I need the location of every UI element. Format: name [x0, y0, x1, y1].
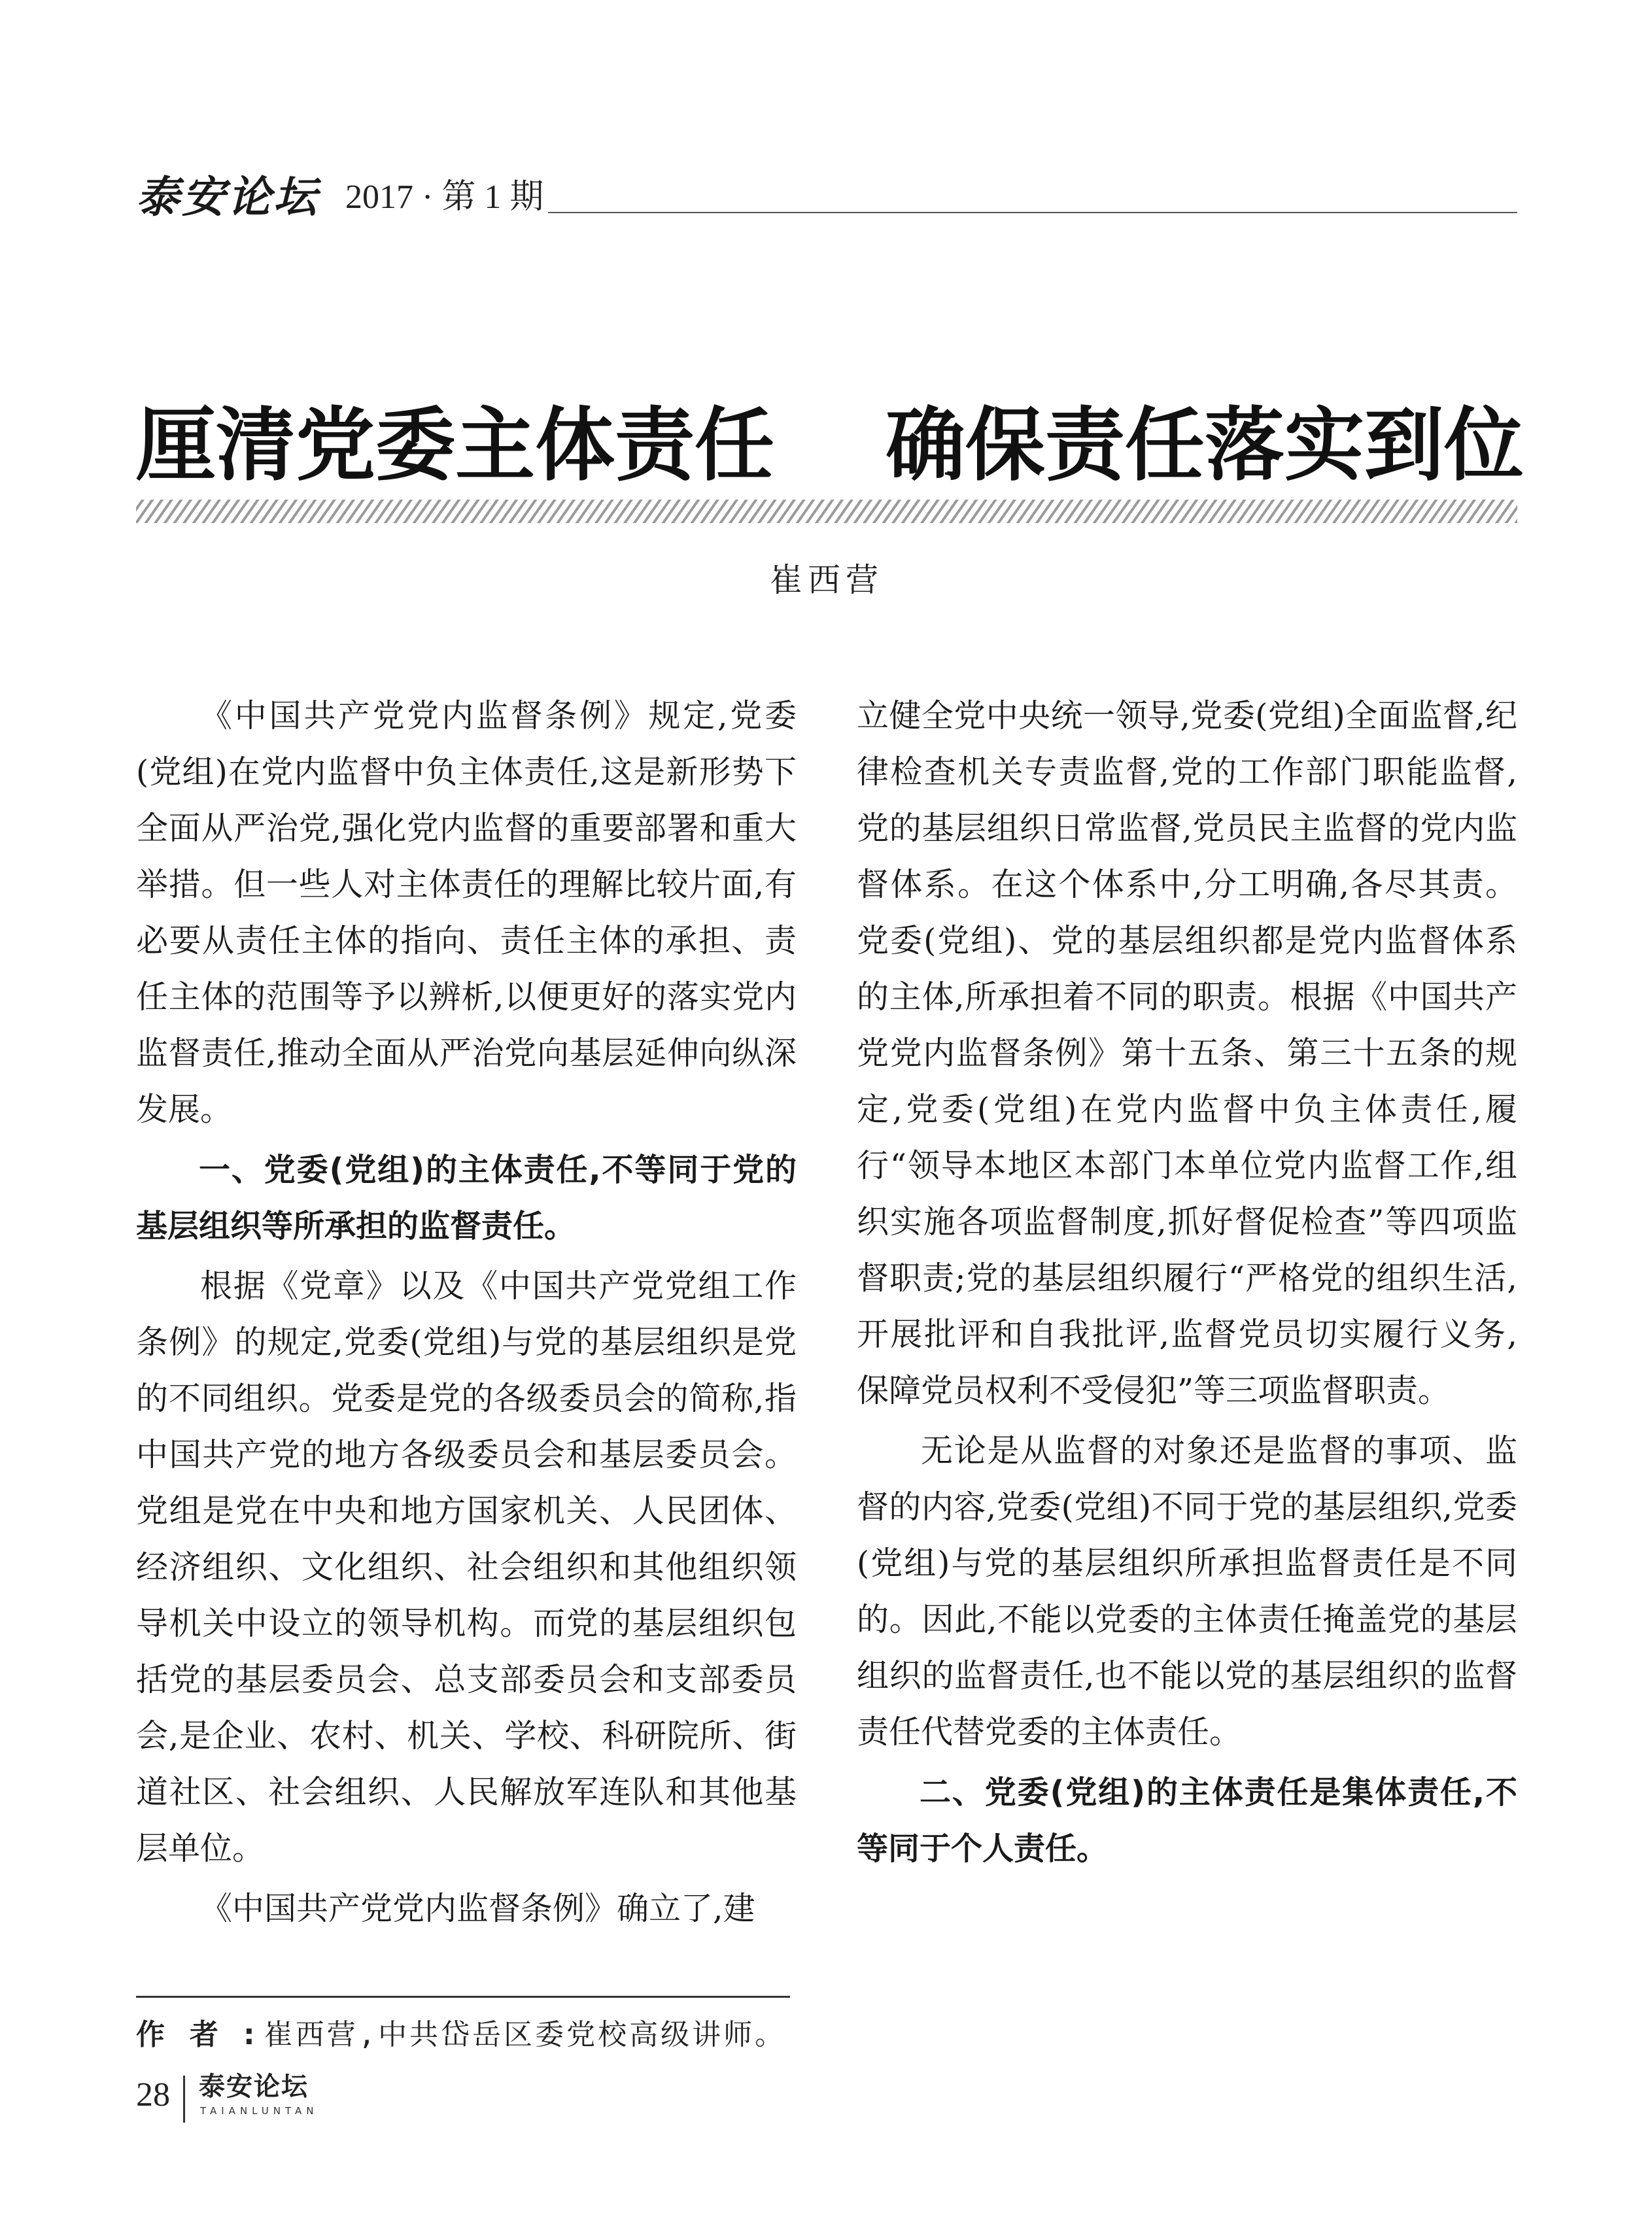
title-hatch-divider — [136, 500, 1517, 523]
header-rule — [548, 212, 1517, 213]
article-author: 崔西营 — [770, 561, 884, 599]
footer-divider — [183, 2076, 185, 2123]
running-header — [136, 163, 1517, 222]
footnote-label: 作者: — [136, 2018, 280, 2051]
footer-journal-pinyin: TAIANLUNTAN — [200, 2105, 318, 2117]
paragraph: 《中国共产党党内监督条例》规定,党委(党组)在党内监督中负主体责任,这是新形势下全面从严治党,强化党内监督的重要部署和重大举措。但一些人对主体责任的理解比较片面,有必要从责任主体的指向、责任主体的承担、责任主体的范围等予以辨析,以便更好的落实党内监督责任,推动全面从严治党向基层延伸向纵深发展。 — [136, 697, 797, 1128]
article-title: 厘清党委主体责任 确保责任落实到位 — [136, 398, 1524, 492]
section-heading: 二、党委(党组)的主体责任是集体责任,不等同于个人责任。 — [857, 1774, 1517, 1867]
paragraph: 根据《党章》以及《中国共产党党组工作条例》的规定,党委(党组)与党的基层组织是党的不同组织。党委是党的各级委员会的简称,指中国共产党的地方各级委员会和基层委员会。党组是党在中央和地方国家机关、人民团体、经济组织、文化组织、社会组织和其他组织领导机关中设立的领导机构。而党的基层组织包括党的基层委员会、总支部委员会和支部委员会,是企业、农村、机关、学校、科研院所、街道社区、社会组织、人民解放军连队和其他基层单位。 — [136, 1267, 797, 1867]
footnote-rule — [136, 1996, 790, 1998]
footer-journal-name: 泰安论坛 — [199, 2072, 309, 2102]
paragraph: 无论是从监督的对象还是监督的事项、监督的内容,党委(党组)不同于党的基层组织,党委(党组)与党的基层组织所承担监督责任是不同的。因此,不能以党委的主体责任掩盖党的基层组织的监督责任,也不能以党的基层组织的监督责任代替党委的主体责任。 — [857, 1432, 1517, 1751]
paragraph-continued: 立健全党中央统一领导,党委(党组)全面监督,纪律检查机关专责监督,党的工作部门职能监督,党的基层组织日常监督,党员民主监督的党内监督体系。在这个体系中,分工明确,各尽其责。党委(党组)、党的基层组织都是党内监督体系的主体,所承担着不同的职责。根据《中国共产党党内监督条例》第十五条、第三十五条的规定,党委(党组)在党内监督中负主体责任,履行“领导本地区本部门本单位党内监督工作,组织实施各项监督制度,抓好督促检查”等四项监督职责;党的基层组织履行“严格党的组织生活,开展批评和自我批评,监督党员切实履行义务,保障党员权利不受侵犯”等三项监督职责。 — [857, 697, 1517, 1409]
paragraph: 《中国共产党党内监督条例》确立了,建 — [200, 1890, 755, 1927]
left-column — [136, 688, 797, 1937]
section-heading: 一、党委(党组)的主体责任,不等同于党的基层组织等所承担的监督责任。 — [136, 1152, 797, 1244]
page-footer — [136, 2070, 528, 2129]
author-footnote — [136, 2014, 855, 2056]
footnote-text: 崔西营,中共岱岳区委党校高级讲师。 — [264, 2018, 787, 2051]
issue-number: 2017 · 第 1 期 — [345, 179, 544, 216]
page-number: 28 — [136, 2076, 170, 2114]
right-column — [857, 688, 1517, 1881]
journal-brand: 泰安论坛 — [136, 171, 319, 222]
